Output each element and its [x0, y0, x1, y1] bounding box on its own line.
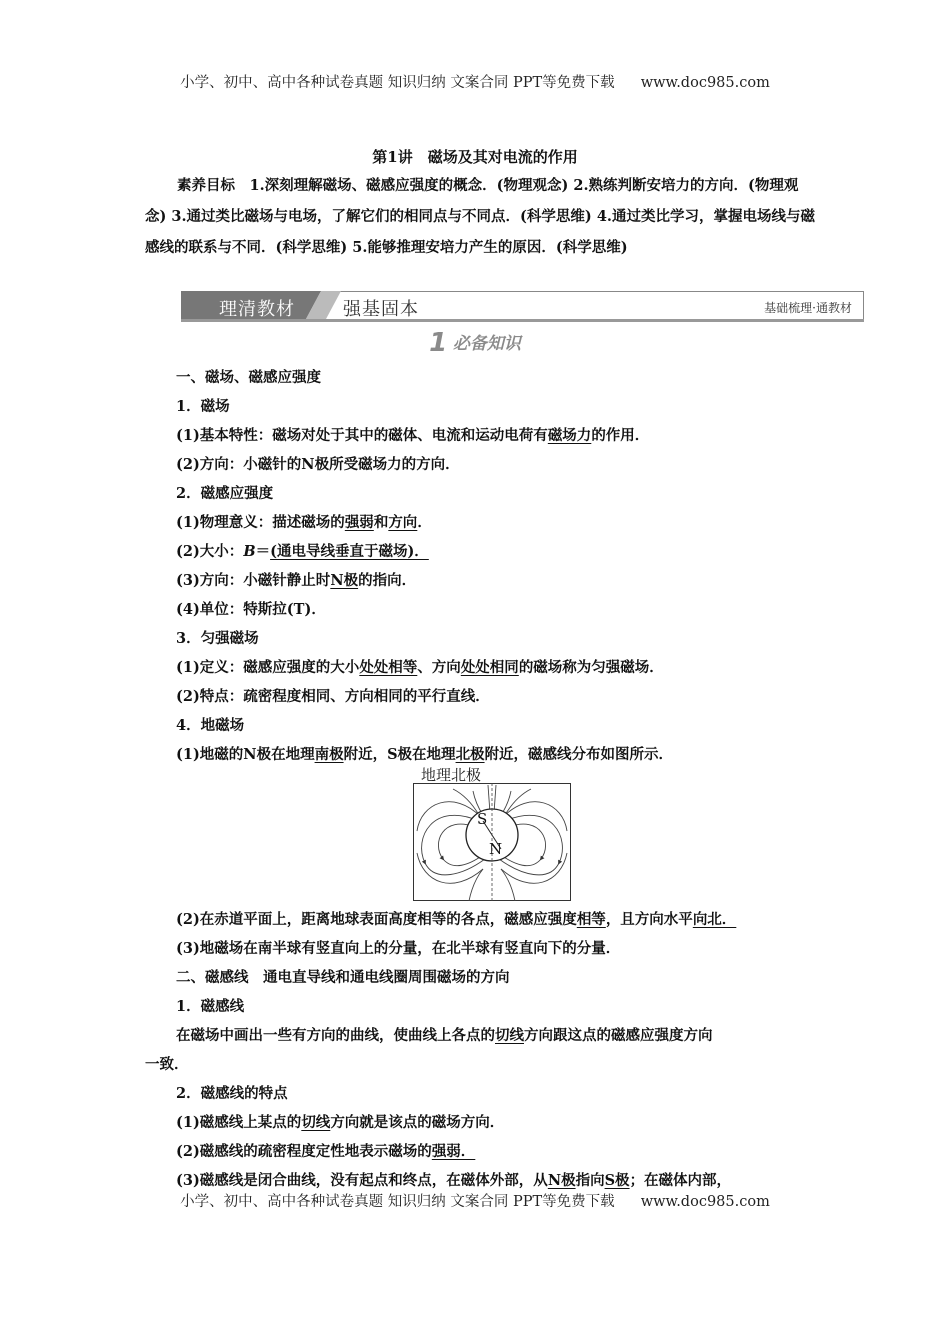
text-segment: (1)磁感线上某点的 — [176, 1114, 302, 1131]
text-segment: 方向就是该点的磁场方向． — [330, 1114, 505, 1131]
underlined-answer: 处处相等 — [359, 659, 418, 676]
content-line — [176, 598, 326, 619]
content-line — [176, 540, 429, 561]
content-line — [176, 1169, 731, 1190]
banner-right: 强基固本 — [343, 299, 419, 320]
content-line — [176, 685, 490, 706]
underlined-answer: 相等 — [576, 911, 606, 928]
text-segment: B — [243, 543, 256, 560]
content-line — [176, 482, 273, 503]
text-segment: 附近，S极在地理 — [343, 746, 456, 763]
text-segment: (3)地磁场在南半球有竖直向上的分量，在北半球有竖直向下的分量． — [176, 940, 621, 957]
section-title: 必备知识 — [452, 334, 521, 354]
content-line — [145, 1053, 189, 1074]
text-segment: ，且方向水平 — [605, 911, 693, 928]
content-line — [176, 714, 244, 735]
figure-label: 地理北极 — [421, 766, 482, 784]
text-segment: 1．磁场 — [176, 398, 230, 415]
content-line — [176, 366, 321, 387]
geomagnetic-figure — [413, 783, 571, 901]
text-segment: 4．地磁场 — [176, 717, 245, 734]
text-segment: 的磁场称为匀强磁场． — [518, 659, 664, 676]
header-text: 小学、初中、高中各种试卷真题 知识归纳 文案合同 PPT等免费下载 — [180, 75, 615, 91]
underlined-answer: 强弱． — [431, 1143, 476, 1160]
text-segment: (3)方向：小磁针静止时 — [176, 572, 331, 589]
content-line — [176, 908, 736, 929]
underlined-answer: 切线 — [301, 1114, 331, 1131]
underlined-answer: N极 — [547, 1172, 576, 1189]
text-segment: 和 — [373, 514, 389, 531]
content-line — [176, 937, 620, 958]
content-line — [176, 569, 416, 590]
content-line — [176, 1111, 504, 1132]
text-segment: 1．磁感线 — [176, 998, 245, 1015]
footer-url[interactable]: www.doc985.com — [640, 1194, 770, 1210]
text-segment: 附近，磁感线分布如图所示． — [484, 746, 674, 763]
text-segment: (2)方向：小磁针的N极所受磁场力的方向． — [176, 456, 460, 473]
content-line — [176, 1082, 288, 1103]
text-segment: 一、磁场、磁感应强度 — [176, 369, 321, 386]
pole-s: S — [477, 810, 488, 828]
content-line — [176, 395, 230, 416]
section-banner — [181, 291, 864, 322]
text-segment: (4)单位：特斯拉(T)． — [176, 601, 326, 618]
text-segment: (2)特点：疏密程度相同、方向相同的平行直线． — [176, 688, 490, 705]
text-segment: (2)大小： — [176, 543, 244, 560]
text-segment: (1)物理意义：描述磁场的 — [176, 514, 345, 531]
content-line — [176, 656, 664, 677]
section-number: 1 — [429, 328, 448, 358]
underlined-answer: S极 — [604, 1172, 630, 1189]
underlined-answer: 方向 — [388, 514, 418, 531]
text-segment: 一致． — [145, 1056, 189, 1073]
content-line — [176, 966, 510, 987]
banner-sub: 基础梳理·通教材 — [764, 301, 852, 315]
text-segment: (1)定义：磁感应强度的大小 — [176, 659, 360, 676]
underlined-answer: (通电导线垂直于磁场)． — [270, 543, 429, 560]
text-segment: (3)磁感线是闭合曲线，没有起点和终点，在磁体外部，从 — [176, 1172, 548, 1189]
page-title: 第1讲 磁场及其对电流的作用 — [372, 148, 578, 166]
content-line — [176, 743, 673, 764]
text-segment: 、方向 — [417, 659, 461, 676]
text-segment: (2)磁感线的疏密程度定性地表示磁场的 — [176, 1143, 432, 1160]
underlined-answer: 南极 — [314, 746, 344, 763]
text-segment: 指向 — [575, 1172, 605, 1189]
footer-text: 小学、初中、高中各种试卷真题 知识归纳 文案合同 PPT等免费下载 — [180, 1194, 615, 1210]
content-line — [176, 511, 432, 532]
page-footer — [0, 1190, 950, 1211]
text-segment: ＝ — [255, 543, 271, 560]
text-segment: 2．磁感应强度 — [176, 485, 274, 502]
page-header — [0, 71, 950, 92]
text-segment: 方向跟这点的磁感应强度方向 — [524, 1027, 713, 1044]
text-segment: (1)地磁的N极在地理 — [176, 746, 315, 763]
text-segment: 的指向． — [358, 572, 417, 589]
text-segment: (1)基本特性：磁场对处于其中的磁体、电流和运动电荷有 — [176, 427, 548, 444]
literacy-goals: 素养目标 1.深刻理解磁场、磁感应强度的概念．(物理观念) 2.熟练判断安培力的方向．(物理观念) 3.通过类比磁场与电场，了解它们的相同点与不同点．(科学思维) 4.通过类比学习，掌握电场线与磁感线的联系与不同．(科学思维) 5.能够推理安培力产生的原因．(科学思维) — [145, 177, 815, 256]
text-segment: 的作用． — [591, 427, 650, 444]
text-segment: (2)在赤道平面上，距离地球表面高度相等的各点，磁感应强度 — [176, 911, 577, 928]
underlined-answer: 磁场力 — [547, 427, 592, 444]
content-line — [176, 424, 649, 445]
banner-left: 理清教材 — [219, 299, 295, 320]
underlined-answer: 向北． — [692, 911, 737, 928]
text-segment: 3．匀强磁场 — [176, 630, 259, 647]
underlined-answer: 切线 — [495, 1027, 524, 1044]
text-segment: 2．磁感线的特点 — [176, 1085, 288, 1102]
content-line — [176, 1140, 475, 1161]
underlined-answer: 北极 — [455, 746, 485, 763]
section-heading — [0, 328, 950, 358]
header-url[interactable]: www.doc985.com — [640, 75, 770, 91]
text-segment: ；在磁体内部， — [629, 1172, 732, 1189]
underlined-answer: 处处相同 — [460, 659, 519, 676]
text-segment: 二、磁感线 通电直导线和通电线圈周围磁场的方向 — [176, 969, 510, 986]
content-line — [176, 627, 259, 648]
content-line — [176, 1024, 713, 1045]
content-line — [176, 453, 460, 474]
content-line — [176, 995, 244, 1016]
underlined-answer: N极 — [330, 572, 359, 589]
pole-n: N — [489, 840, 503, 858]
text-segment: 在磁场中画出一些有方向的曲线，使曲线上各点的 — [176, 1027, 495, 1044]
text-segment: ． — [417, 514, 432, 531]
underlined-answer: 强弱 — [344, 514, 374, 531]
